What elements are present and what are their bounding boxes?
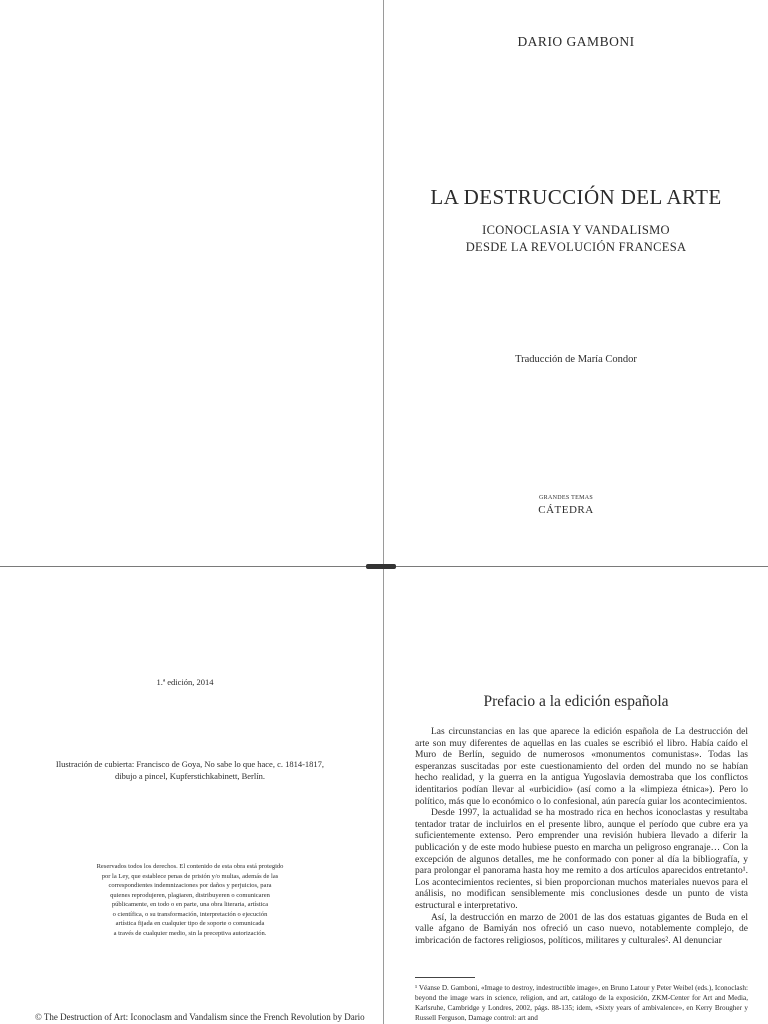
book-subtitle — [384, 222, 768, 256]
rights-line: quienes reprodujeren, plagiaren, distribuyeren o comunicaren — [110, 891, 270, 899]
rights-line: correspondientes indemnizaciones por daños y perjuicios, para — [108, 882, 272, 889]
rights-line: públicamente, en todo o en parte, una obra literaria, artística — [111, 901, 269, 908]
footnote-rule — [415, 977, 475, 978]
rights-notice — [70, 862, 310, 938]
translator-credit: Traducción de María Condor — [515, 354, 637, 365]
subtitle-line-1: ICONOCLASIA Y VANDALISMO — [482, 223, 670, 237]
preface-paragraph: Las circunstancias en las que aparece la edición española de La destrucción del arte son muy diferentes de aquellas en las cuales se escribió el libro. Había caído el Muro de Berlín, seguido de numerosos «monumentos comunistas». Todas las esperanzas suscitadas por este cuestionamiento del orden del mundo no se habían hecho realidad, y la guerra en la antigua Yugoslavia demostraba que los conflictos identitarios podían llevar al «urbicidio» (así como a la «limpieza étnica»). Pero lo político, más que lo económico o lo confesional, aún parecía guiar los acontecimientos. — [415, 727, 748, 807]
preface-paragraph: Desde 1997, la actualidad se ha mostrado rica en hechos iconoclastas y resultaba tentador tratar de incluirlos en el presente libro, aunque el período que cubre era ya suficientemente extenso. Pero emprender una revisión hubiera llevado a diferir la publicación y de este modo hubiese puesto en marcha un peligroso engranaje… Con la excepción de algunos detalles, me he conformado con poner al día la bibliografía, y para prolongar el panorama hasta hoy me remito a dos artículos aparecidos entretanto¹. Los acontecimientos recientes, si bien proporcionan muchos materiales nuevos para el análisis, no modifican sensiblemente mis conclusiones desde un punto de vista estructural e interpretativo. — [415, 808, 748, 911]
subtitle-line-2: DESDE LA REVOLUCIÓN FRANCESA — [465, 240, 687, 254]
rights-line: o científica, o su transformación, interpretación o ejecución — [112, 910, 268, 918]
copyright-line: © The Destruction of Art: Iconoclasm and Vandalism since the French Revolution by Dario — [35, 1012, 365, 1022]
rights-line: a través de cualquier medio, sin la preceptiva autorización. — [113, 929, 267, 937]
rights-line: Reservados todos los derechos. El contenido de esta obra está protegido — [96, 863, 284, 870]
scan-notch-mark — [366, 564, 396, 569]
series-name: GRANDES TEMAS — [539, 495, 593, 501]
publisher-name: CÁTEDRA — [538, 504, 594, 516]
cover-credit-line-1: Ilustración de cubierta: Francisco de Goya, No sabe lo que hace, c. 1814-1817, — [55, 759, 325, 769]
rights-line: por la Ley, que establece penas de prisión y/o multas, además de las — [101, 872, 279, 880]
preface-body — [415, 727, 748, 947]
author-name: DARIO GAMBONI — [517, 34, 635, 49]
book-title: LA DESTRUCCIÓN DEL ARTE — [430, 185, 722, 209]
cover-credit — [40, 758, 340, 782]
cover-credit-line-2: dibujo a pincel, Kupferstichkabinett, Berlín. — [115, 771, 265, 781]
footnote: ¹ Véanse D. Gamboni, «Image to destroy, indestructible image», en Bruno Latour y Peter Weibel (eds.), Iconoclash: beyond the image wars in science, religion, and art, catálogo de la exposición, ZKM-Center for Art and Media, Karlsruhe, Cambridge y Londres, 2002, págs. 88-135; idem, «Sixty years of ambivalence», en Kerry Brougher y Russell Ferguson, Damage control: art and — [415, 984, 748, 1022]
preface-heading: Prefacio a la edición española — [483, 693, 669, 710]
edition-info: 1.ª edición, 2014 — [156, 677, 214, 687]
rights-line: artística fijada en cualquier tipo de soporte o comunicada — [115, 920, 265, 927]
preface-paragraph: Así, la destrucción en marzo de 2001 de las dos estatuas gigantes de Buda en el valle afgano de Bamiyán nos ofreció un caso nuevo, notablemente complejo, de imbricación de factores religiosos, políticos, militares y culturales². Al denunciar — [415, 912, 748, 946]
